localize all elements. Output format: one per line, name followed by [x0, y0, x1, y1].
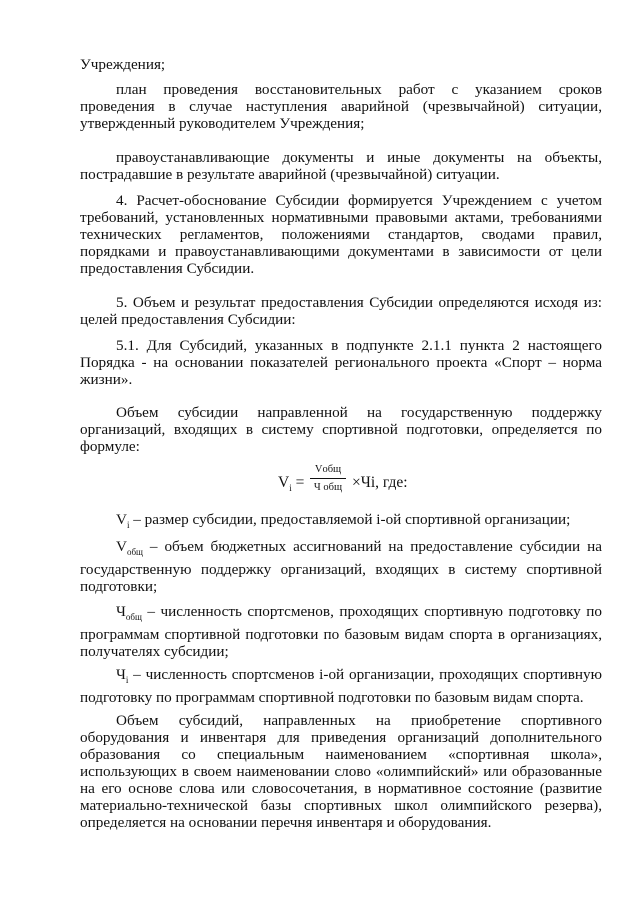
- text-paragraph: 5.1. Для Субсидий, указанных в подпункте 2.1.1 пункта 2 настоящего Порядка - на основании показателей регионального проекта «Спорт – норма жизни».: [80, 337, 602, 388]
- definition-item: $Ч_i$ – численность спортсменов i-ой организации, проходящих спортивную подготовку по программам спортивной подготовки по базовым видам спорта.: [80, 666, 602, 707]
- subsidy-formula: [278, 463, 478, 499]
- formula-denominator: Ч общ: [313, 482, 343, 493]
- text-paragraph: Объем субсидии направленной на государственную поддержку организаций, входящих в систему спортивной подготовки, определяется по формуле:: [80, 404, 602, 455]
- definition-item: $V_{общ}$ – объем бюджетных ассигнований на предоставление субсидии на государственную поддержку организаций, входящих в систему спортивной подготовки;: [80, 538, 602, 596]
- formula-fraction: [310, 463, 346, 494]
- text-paragraph: 4. Расчет-обоснование Субсидии формируется Учреждением с учетом требований, установленных нормативными правовыми актами, требованиями технических регламентов, положениями стандартов, сводами правил, порядками и правоустанавливающими документами в зависимости от цели предоставления Субсидии.: [80, 192, 602, 277]
- fraction-bar: [310, 478, 346, 479]
- formula-lhs: $V_i$ =: [278, 474, 305, 494]
- formula-rhs: ×Чi, где:: [352, 474, 408, 491]
- formula-numerator: Vобщ: [314, 464, 342, 475]
- definition-item: $V_i$ – размер субсидии, предоставляемой i-ой спортивной организации;: [116, 511, 571, 531]
- text-paragraph: план проведения восстановительных работ с указанием сроков проведения в случае наступления аварийной (чрезвычайной) ситуации, утвержденный руководителем Учреждения;: [80, 81, 602, 132]
- definition-item: $Ч_{общ}$ – численность спортсменов, проходящих спортивную подготовку по программам спортивной подготовки по базовым видам спорта в организациях, получателях субсидии;: [80, 603, 602, 661]
- text-paragraph: 5. Объем и результат предоставления Субсидии определяются исходя из: целей предоставления Субсидии:: [80, 294, 602, 328]
- text-paragraph: Учреждения;: [80, 56, 166, 73]
- text-paragraph: правоустанавливающие документы и иные документы на объекты, пострадавшие в результате аварийной (чрезвычайной) ситуации.: [80, 149, 602, 183]
- text-paragraph: Объем субсидий, направленных на приобретение спортивного оборудования и инвентаря для приведения организаций дополнительного образования со специальным наименованием «спортивная школа», использующих в своем наименовании слово «олимпийский» или образованные на его основе слова или словосочетания, в нормативное состояние (развитие материально-технической базы спортивных школ олимпийского резерва), определяется на основании перечня инвентаря и оборудования.: [80, 712, 602, 831]
